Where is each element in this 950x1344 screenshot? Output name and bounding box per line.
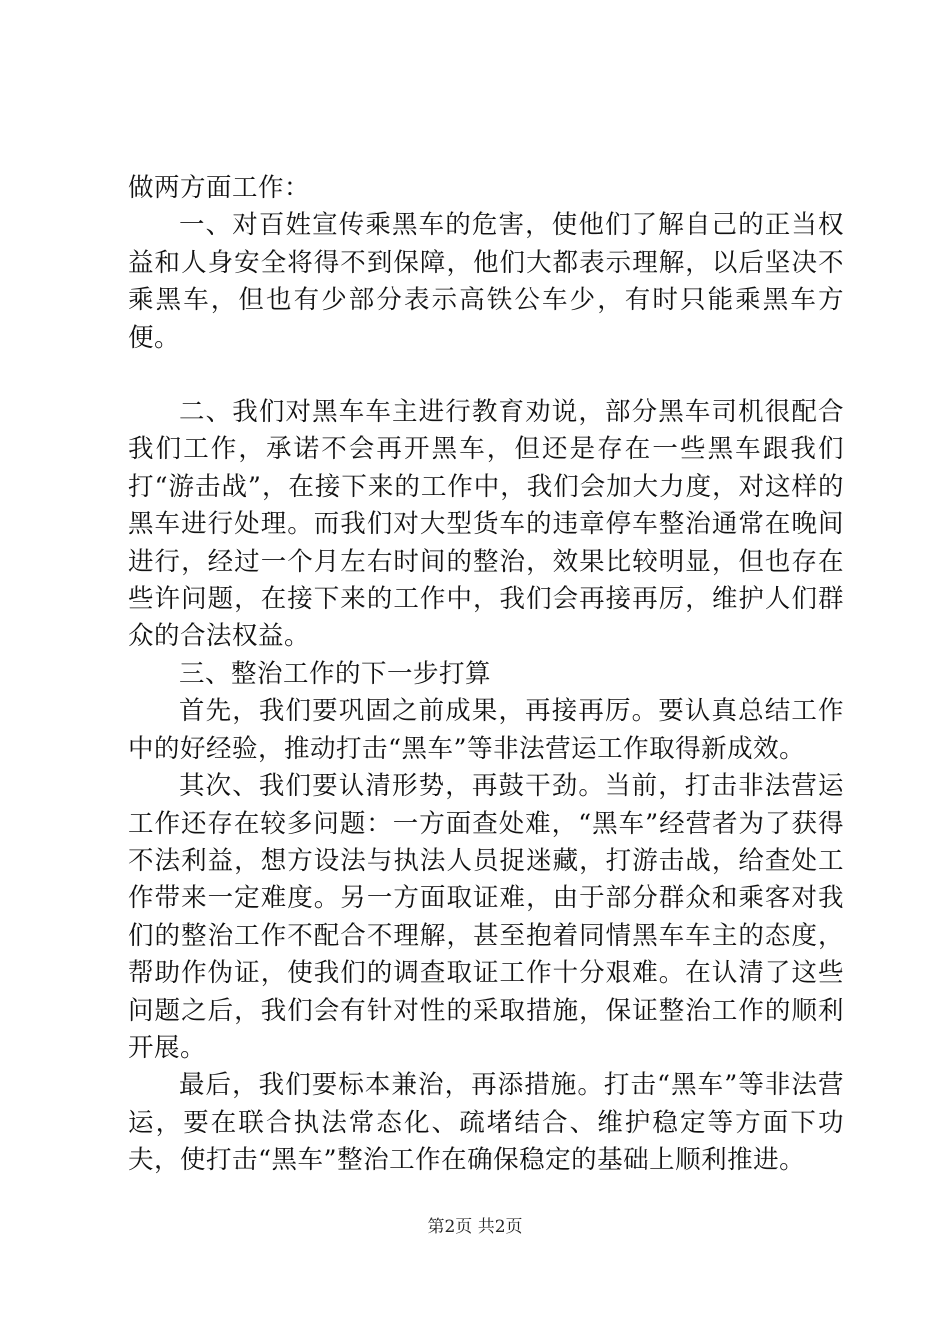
paragraph-intro: 做两方面工作： (128, 173, 311, 203)
section-heading-next-steps: 三、整治工作的下一步打算 (179, 658, 492, 689)
paragraph-second: 其次、我们要认清形势，再鼓干劲。当前，打击非法营运工作还存在较多问题：一方面查处难，“黑车”经营者为了获得不法利益，想方设法与执法人员捉迷藏，打游击战，给查处工作带来一定难度。另一方面取证难，由于部分群众和乘客对我们的整治工作不配合不理解，甚至抱着同情黑车车主的态度，帮助作伪证，使我们的调查取证工作十分艰难。在认清了这些问题之后，我们会有针对性的采取措施，保证整治工作的顺利开展。 (128, 771, 844, 1063)
paragraph-point-one: 一、对百姓宣传乘黑车的危害，使他们了解自己的正当权益和人身安全将得不到保障，他们大都表示理解，以后坚决不乘黑车，但也有少部分表示高铁公车少，有时只能乘黑车方便。 (128, 210, 844, 353)
paragraph-spacer (128, 357, 844, 394)
paragraph-last: 最后，我们要标本兼治，再添措施。打击“黑车”等非法营运，要在联合执法常态化、疏堵结合、维护稳定等方面下功夫，使打击“黑车”整治工作在确保稳定的基础上顺利推进。 (128, 1070, 844, 1176)
paragraph-first: 首先，我们要巩固之前成果，再接再厉。要认真总结工作中的好经验，推动打击“黑车”等非法营运工作取得新成效。 (128, 696, 844, 764)
page-footer: 第2页 共2页 (427, 1217, 523, 1237)
paragraph-point-two: 二、我们对黑车车主进行教育劝说，部分黑车司机很配合我们工作，承诺不会再开黑车，但还是存在一些黑车跟我们打“游击战”，在接下来的工作中，我们会加大力度，对这样的黑车进行处理。而我们对大型货车的违章停车整治通常在晚间进行，经过一个月左右时间的整治，效果比较明显，但也存在些许问题，在接下来的工作中，我们会再接再厉，维护人们群众的合法权益。 (128, 397, 844, 652)
document-body (128, 170, 844, 1180)
